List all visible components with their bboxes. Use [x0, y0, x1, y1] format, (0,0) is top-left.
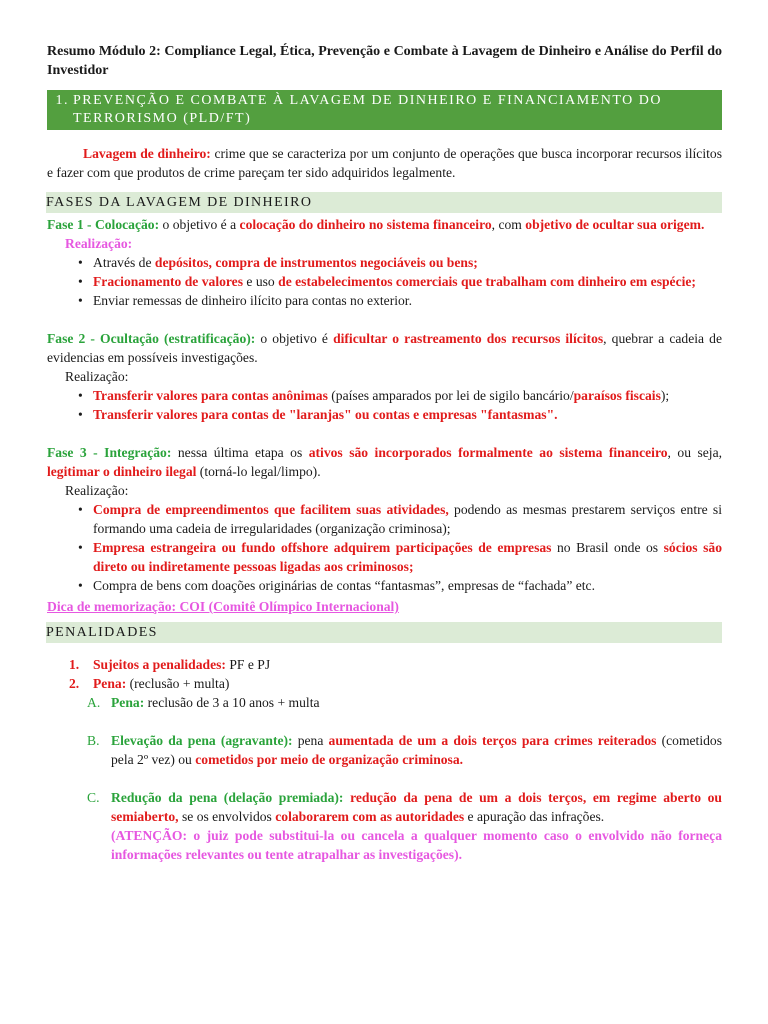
- item-text: PF e PJ: [225, 657, 271, 672]
- fase1-text: o objetivo é a: [159, 217, 240, 232]
- sub-highlight: colaborarem com as autoridades: [275, 809, 465, 824]
- item-text: e uso: [243, 274, 279, 289]
- fase1-paragraph: [47, 215, 722, 234]
- item-number: 1.: [69, 657, 80, 672]
- item-text: (países amparados por lei de sigilo bancário/: [327, 388, 574, 403]
- sub-letter: B.: [87, 733, 100, 748]
- item-text: Compra de bens com doações originárias de contas “fantasmas”, empresas de “fachada” etc.: [93, 578, 595, 593]
- sub-text: (cometidos pela 2º vez) ou: [111, 733, 722, 767]
- item-label: Sujeitos a penalidades:: [93, 657, 226, 672]
- list-item: [93, 272, 722, 291]
- item-highlight: Compra de empreendimentos que facilitem suas atividades,: [93, 502, 449, 517]
- sub-text: e apuração das infrações.: [464, 809, 605, 824]
- list-item: [93, 405, 722, 424]
- item-text: podendo as mesmas prestarem serviços entre si formando uma cadeia de irregularidades (organização criminosa);: [93, 502, 723, 536]
- item-highlight: depósitos, compra de instrumentos negociáveis ou bens;: [154, 255, 478, 270]
- fase1-text: , com: [491, 217, 526, 232]
- item-highlight: de estabelecimentos comerciais que trabalham com dinheiro em espécie;: [278, 274, 696, 289]
- sub-highlight: aumentada de um a dois terços para crimes reiterados: [328, 733, 657, 748]
- item-highlight: Transferir valores para contas anônimas: [93, 388, 328, 403]
- fase2-highlight: dificultar o rastreamento dos recursos ilícitos: [333, 331, 604, 346]
- fase2-list: [47, 386, 722, 424]
- fase2-text: o objetivo é: [255, 331, 334, 346]
- list-item: [93, 253, 722, 272]
- sub-label: Elevação da pena (agravante):: [111, 733, 293, 748]
- fase1-realizacao: Realização:: [65, 236, 133, 251]
- fase1-label: Fase 1 - Colocação:: [47, 217, 160, 232]
- sub-letter: A.: [87, 695, 101, 710]
- item-label: Pena:: [93, 676, 127, 691]
- fase3-text: (torná-lo legal/limpo).: [196, 464, 321, 479]
- memorization-tip: Dica de memorização: COI (Comitê Olímpico Internacional): [47, 599, 399, 614]
- atencao-note: (ATENÇÃO: o juiz pode substitui-la ou cancela a qualquer momento caso o envolvido não forneça informações relevantes ou tente atrapalhar as investigações).: [111, 828, 722, 862]
- fase2-realizacao: Realização:: [65, 369, 129, 384]
- fase3-highlight: legitimar o dinheiro ilegal: [47, 464, 197, 479]
- intro-paragraph: [47, 144, 722, 182]
- penalidade-item: [47, 674, 722, 693]
- fase1-highlight: colocação do dinheiro no sistema financeiro: [239, 217, 492, 232]
- sub-text: reclusão de 3 a 10 anos + multa: [144, 695, 320, 710]
- pena-a: [47, 693, 722, 712]
- item-highlight: paraísos fiscais: [573, 388, 661, 403]
- item-highlight: Transferir valores para contas de "laranjas" ou contas e empresas "fantasmas".: [93, 407, 558, 422]
- fase3-text: nessa última etapa os: [171, 445, 309, 460]
- sub-highlight: cometidos por meio de organização criminosa: [195, 752, 460, 767]
- item-text: Enviar remessas de dinheiro ilícito para contas no exterior.: [93, 293, 412, 308]
- fase1-highlight: objetivo de ocultar sua origem: [525, 217, 701, 232]
- item-number: 2.: [69, 676, 80, 691]
- penalidades-heading: PENALIDADES: [46, 622, 722, 643]
- fase3-list: [47, 500, 722, 595]
- fase3-realizacao: Realização:: [65, 483, 129, 498]
- document-title: Resumo Módulo 2: Compliance Legal, Ética, Prevenção e Combate à Lavagem de Dinheiro e Análise do Perfil do Investidor: [47, 44, 722, 78]
- fase2-text: , quebrar a cadeia de evidencias em possíveis investigações.: [47, 331, 722, 365]
- sub-text: pena: [292, 733, 329, 748]
- fase3-highlight: ativos são incorporados formalmente ao sistema financeiro: [308, 445, 668, 460]
- sub-highlight: redução da pena de um a dois terços, em regime aberto ou semiaberto,: [111, 790, 722, 824]
- sub-label: Redução da pena (delação premiada):: [111, 790, 344, 805]
- sub-text: .: [459, 752, 464, 767]
- fase1-text: .: [700, 217, 705, 232]
- sub-label: Pena:: [111, 695, 145, 710]
- fase2-paragraph: [47, 329, 722, 367]
- item-text: no Brasil onde os: [551, 540, 664, 555]
- fase3-text: , ou seja,: [667, 445, 723, 460]
- banner-number: 1.: [55, 93, 69, 108]
- list-item: [93, 500, 722, 538]
- item-highlight: Empresa estrangeira ou fundo offshore adquirem participações de empresas: [93, 540, 552, 555]
- penalidades-list: [47, 655, 722, 693]
- item-highlight: sócios são direto ou indiretamente pessoas ligadas aos criminosos;: [93, 540, 722, 574]
- fases-heading: FASES DA LAVAGEM DE DINHEIRO: [46, 192, 722, 213]
- item-text: Através de: [93, 255, 155, 270]
- fase1-list: [47, 253, 722, 310]
- list-item: [93, 386, 722, 405]
- section-banner: [47, 90, 722, 130]
- item-text: );: [660, 388, 670, 403]
- pena-c: [47, 788, 722, 864]
- item-highlight: Fracionamento de valores: [93, 274, 244, 289]
- sub-text: se os envolvidos: [178, 809, 276, 824]
- list-item: [93, 291, 722, 310]
- item-text: (reclusão + multa): [126, 676, 230, 691]
- intro-text: crime que se caracteriza por um conjunto de operações que busca incorporar recursos ilícitos e fazer com que produtos de crime pareçam ter sido adquiridos legalmente.: [47, 146, 722, 180]
- sub-letter: C.: [87, 790, 100, 805]
- fase3-paragraph: [47, 443, 722, 481]
- banner-text: PREVENÇÃO E COMBATE À LAVAGEM DE DINHEIRO E FINANCIAMENTO DO TERRORISMO (PLD/FT): [73, 93, 662, 126]
- list-item: [93, 538, 722, 576]
- pena-b: [47, 731, 722, 769]
- fase3-label: Fase 3 - Integração:: [47, 445, 172, 460]
- penalidade-item: [47, 655, 722, 674]
- list-item: [93, 576, 722, 595]
- intro-term: Lavagem de dinheiro:: [83, 146, 211, 161]
- fase2-label: Fase 2 - Ocultação (estratificação):: [47, 331, 256, 346]
